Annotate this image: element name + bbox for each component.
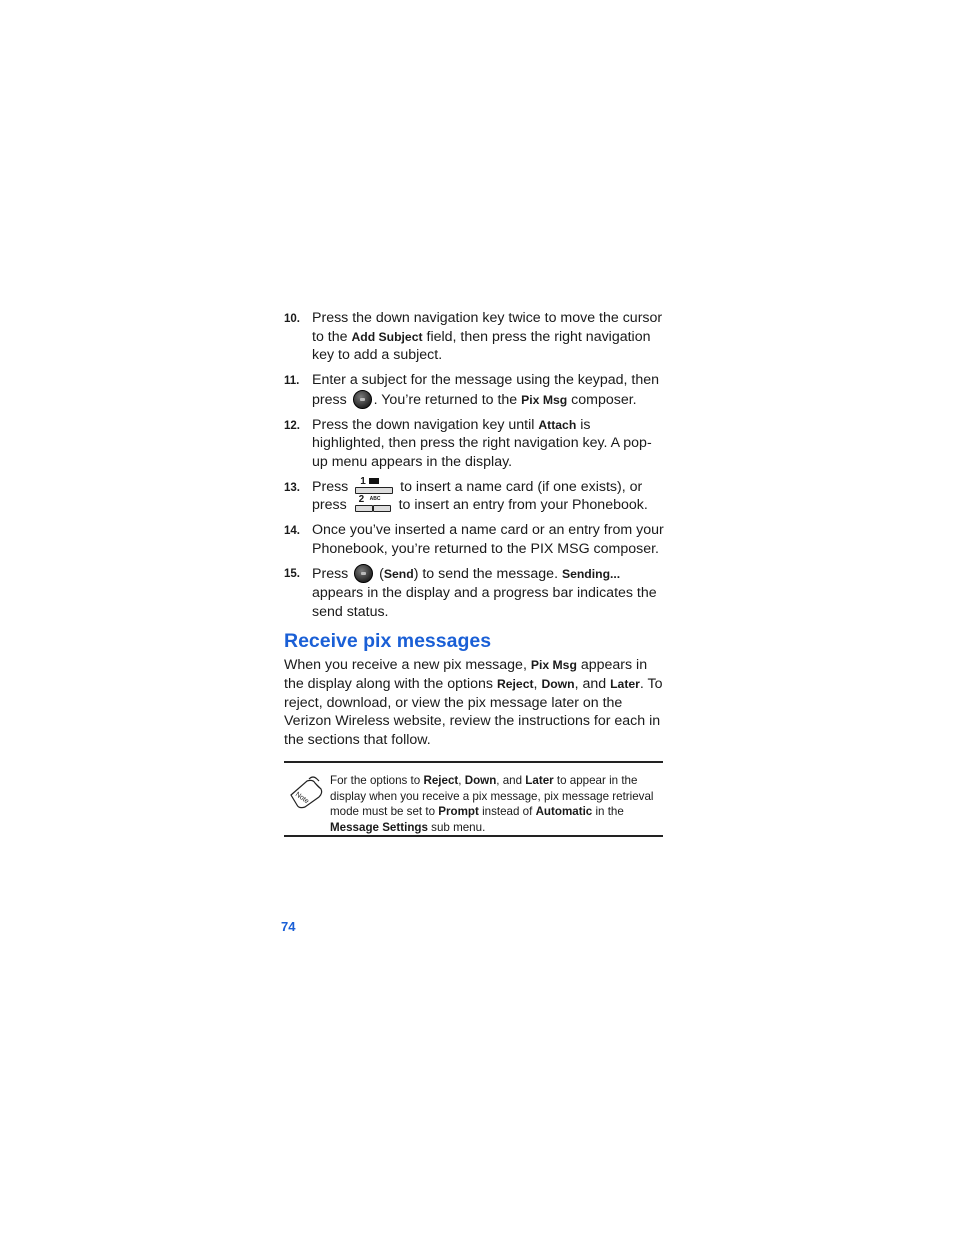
- step-14: 14. Once you’ve inserted a name card or an entry from your Phonebook, you’re returned to the PIX MSG composer.: [284, 522, 664, 557]
- page-number: 74: [281, 919, 296, 934]
- step-number: 11.: [284, 375, 300, 388]
- step-15: 15. Press (Send) to send the message. Sending... appears in the display and a progress bar indicates the send status.: [284, 566, 657, 620]
- note-icon-label: Note: [293, 791, 310, 806]
- note-icon: [287, 775, 327, 811]
- key-2-icon: 2 ABC: [353, 496, 393, 514]
- section-heading: Receive pix messages: [284, 630, 492, 652]
- step-number: 15.: [284, 568, 300, 581]
- ui-term: Sending...: [561, 567, 621, 582]
- section-paragraph: When you receive a new pix message, Pix Msg appears in the display along with the options Reject, Down, and Later. To reject, download, or view the pix message later on the Verizon Wireless website, review the instructions for each in the sections that follow.: [284, 657, 663, 749]
- step-number: 13.: [284, 481, 300, 494]
- ok-key-icon: [353, 390, 372, 409]
- step-number: 12.: [284, 419, 300, 432]
- step-number: 14.: [284, 525, 300, 538]
- step-13: 13. Press 1 to insert a name card (if one exists), or press 2 ABC to insert an entry from your Phonebook.: [284, 475, 648, 514]
- key-1-icon: 1: [354, 478, 394, 496]
- ui-term: Add Subject: [351, 329, 423, 344]
- ui-term: Send: [383, 567, 414, 582]
- note-text: For the options to Reject, Down, and Later to appear in the display when you receive a pix message, pix message retrieval mode must be set to Prompt instead of Automatic in the Message Settings sub menu.: [330, 774, 654, 834]
- step-12: 12. Press the down navigation key until Attach is highlighted, then press the right navigation key. A pop-up menu appears in the display.: [284, 416, 652, 470]
- ok-key-icon: [354, 564, 373, 583]
- step-number: 10.: [284, 313, 300, 325]
- ui-term: Pix Msg: [521, 392, 568, 407]
- ui-term: Attach: [538, 417, 577, 432]
- step-10: 10. Press the down navigation key twice to move the cursor to the Add Subject field, then press the right navigation key to add a subject.: [284, 310, 663, 364]
- step-11: 11. Enter a subject for the message using the keypad, then press . You’re returned to the Pix Msg composer.: [284, 372, 660, 408]
- note-box: [284, 761, 663, 837]
- instruction-steps: [284, 309, 666, 628]
- envelope-icon: [369, 478, 379, 484]
